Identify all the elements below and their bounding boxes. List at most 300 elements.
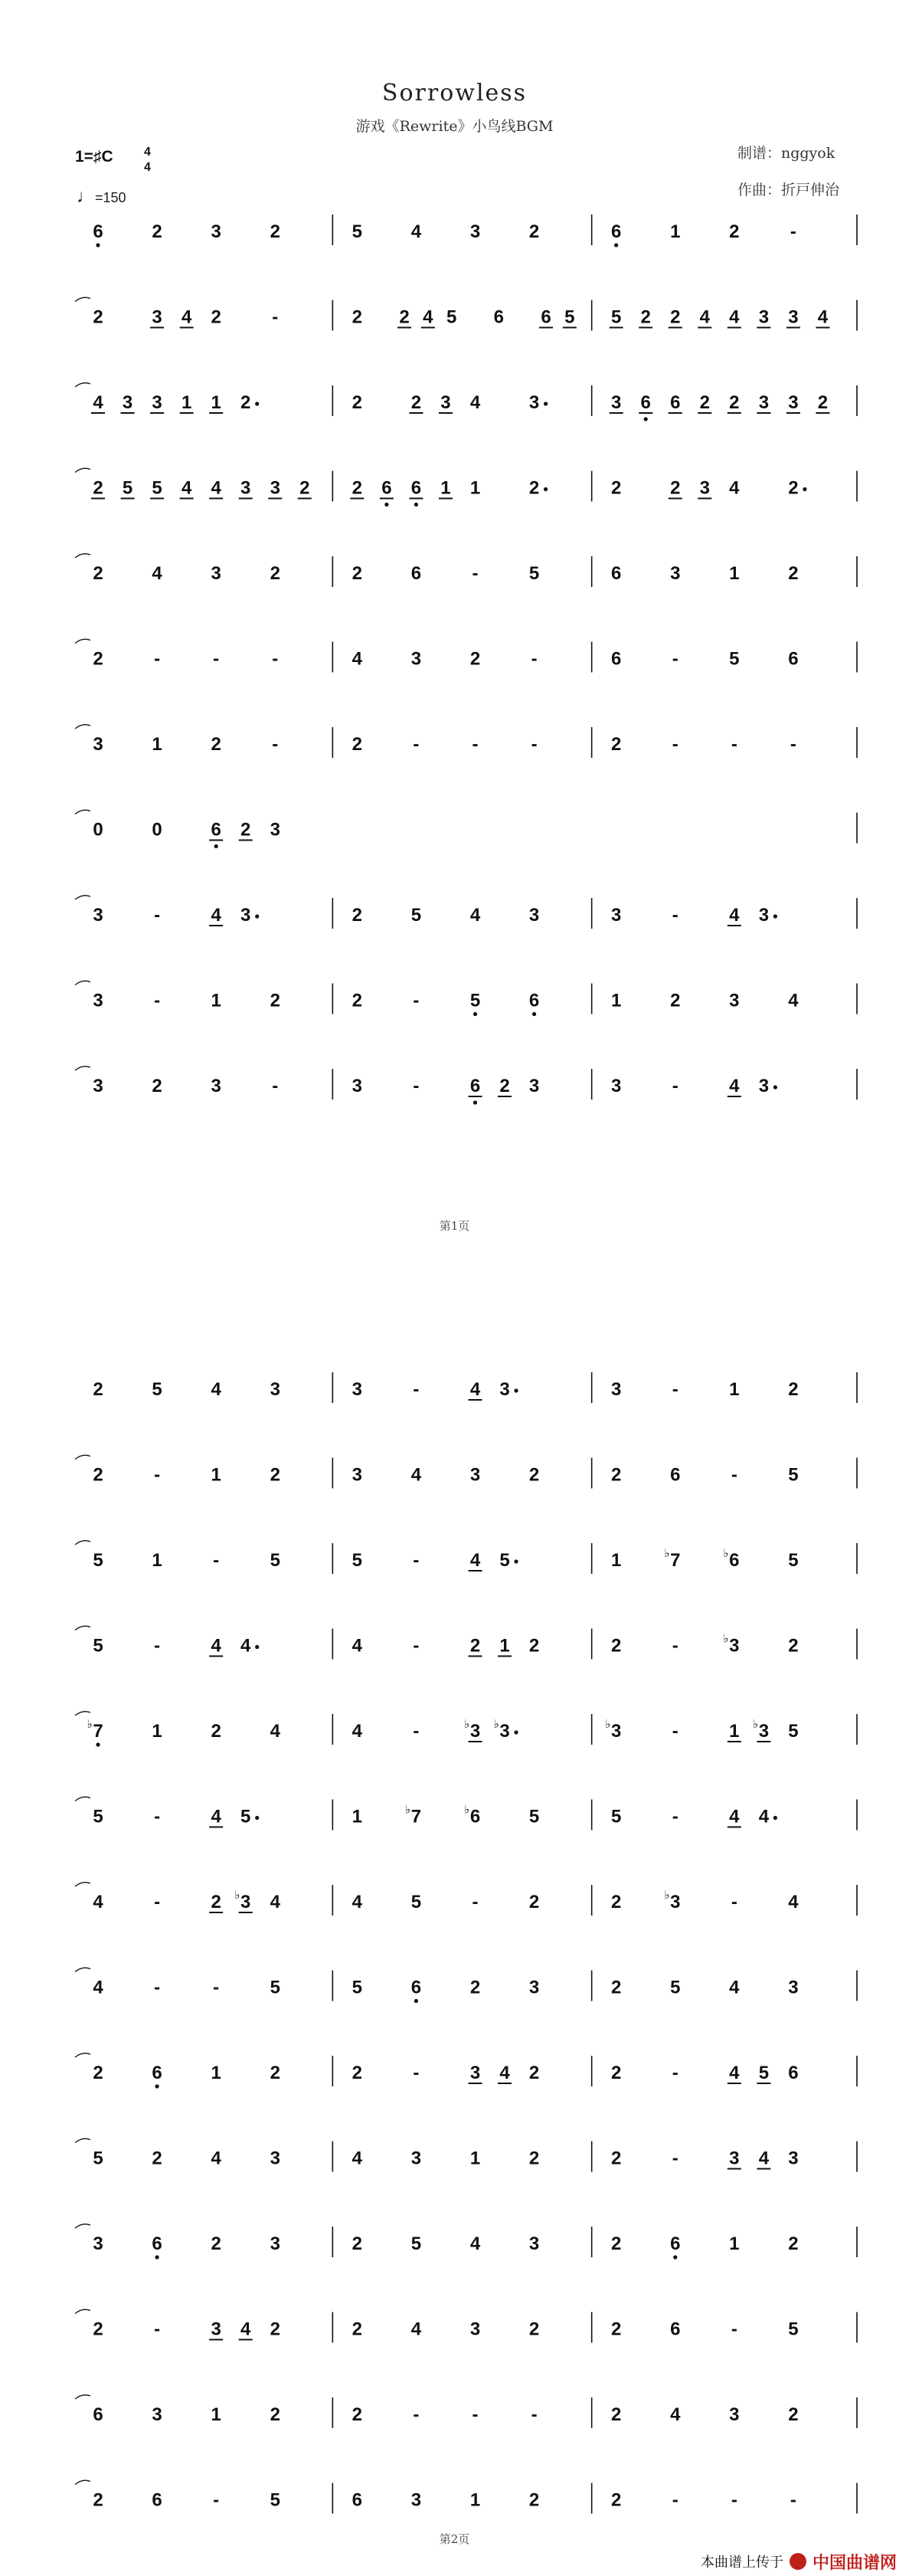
note-2-3-3-2: 7	[670, 1550, 681, 1571]
dotted-rhythm	[803, 487, 806, 491]
note-2-7-1-1: 4	[93, 1892, 103, 1912]
tie-arc	[75, 297, 90, 301]
note-1-2-2-3: 4	[423, 306, 433, 328]
note-1-3-3-3: 6	[670, 392, 681, 413]
note-1-9-3-1: 3	[610, 905, 622, 926]
note-1-4-2-6: 2	[528, 477, 540, 499]
note-1-5-3-4: 2	[788, 563, 799, 584]
note-2-13-1-4: 2	[270, 2404, 280, 2425]
note-1-2-2-6: 6	[541, 306, 551, 328]
note-1-9-2-3: 4	[469, 905, 481, 926]
note-2-3-2-1: 5	[352, 1550, 363, 1571]
dotted-rhythm	[773, 914, 777, 918]
note-1-11-1-1: 3	[93, 1076, 103, 1096]
note-2-13-3-2: 4	[670, 2404, 681, 2425]
note-1-9-3-3: 4	[729, 905, 740, 926]
note-1-6-2-2: 3	[410, 648, 422, 670]
note-1-6-1-1: 2	[93, 648, 103, 670]
note-1-3-1-4: 1	[181, 392, 192, 413]
note-2-11-3-4: 2	[788, 2234, 799, 2254]
note-2-3-3-3: 6	[729, 1550, 740, 1571]
note-2-4-1-4: 4	[240, 1635, 251, 1657]
note-2-5-2-3: 3	[469, 1721, 481, 1742]
note-1-4-2-4: 1	[440, 477, 451, 499]
low-octave-dot	[155, 2255, 159, 2259]
note-1-11-3-1: 3	[610, 1076, 622, 1096]
note-2-7-3-1: 2	[610, 1892, 622, 1912]
note-1-10-3-1: 1	[610, 990, 622, 1011]
tie-arc	[75, 554, 90, 558]
note-1-9-2-2: 5	[410, 905, 422, 926]
note-2-2-1-1: 2	[93, 1464, 103, 1486]
note-1-10-2-3: 5	[469, 990, 481, 1011]
note-1-6-1-4: -	[272, 648, 279, 670]
note-2-2-2-1: 3	[352, 1464, 363, 1486]
note-1-3-1-3: 3	[152, 392, 162, 413]
low-octave-dot	[614, 243, 618, 247]
note-2-14-3-3: -	[731, 2489, 737, 2511]
note-2-12-1-4: 4	[240, 2319, 251, 2340]
note-2-9-1-1: 2	[93, 2063, 103, 2083]
note-1-4-1-4: 4	[181, 477, 192, 499]
note-1-2-1-4: 2	[211, 306, 221, 328]
note-2-10-2-4: 2	[528, 2148, 540, 2169]
note-2-4-2-1: 4	[352, 1635, 363, 1657]
note-1-5-1-4: 2	[270, 563, 280, 584]
note-1-1-1-3: 3	[211, 221, 221, 242]
note-2-4-2-5: 2	[528, 1635, 540, 1657]
note-1-3-3-6: 3	[758, 392, 770, 413]
note-2-9-3-4: 5	[758, 2063, 770, 2083]
note-1-5-2-3: -	[472, 563, 479, 584]
tie-arc	[75, 725, 90, 729]
note-2-13-1-3: 1	[211, 2404, 221, 2425]
dotted-rhythm	[514, 1559, 518, 1563]
note-1-1-1-2: 2	[152, 221, 162, 242]
flat-sign: ♭	[234, 1889, 240, 1902]
tie-arc	[75, 1455, 90, 1459]
note-1-6-1-3: -	[213, 648, 220, 670]
note-1-8-1-2: 0	[152, 819, 162, 841]
note-1-7-3-2: -	[672, 734, 678, 755]
note-1-6-3-1: 6	[610, 648, 622, 670]
note-1-7-3-3: -	[731, 734, 737, 755]
note-1-2-1-2: 3	[152, 306, 162, 328]
note-2-2-1-4: 2	[270, 1464, 280, 1486]
tie-arc	[75, 1968, 90, 1971]
note-2-6-2-4: 5	[528, 1806, 540, 1827]
note-2-1-1-4: 3	[270, 1379, 280, 1400]
tie-arc	[75, 1883, 90, 1886]
flat-sign: ♭	[87, 1718, 93, 1731]
note-2-12-1-2: -	[154, 2319, 161, 2340]
note-2-12-1-3: 3	[211, 2319, 221, 2340]
page-label-1: 第1页	[439, 1219, 470, 1233]
note-2-6-1-3: 4	[211, 1806, 221, 1827]
note-2-6-3-2: -	[672, 1806, 678, 1827]
note-1-5-1-2: 4	[152, 563, 162, 584]
note-1-1-3-2: 1	[670, 221, 681, 242]
note-2-12-2-1: 2	[352, 2319, 363, 2340]
tie-arc	[75, 1067, 90, 1070]
note-1-11-2-4: 2	[499, 1076, 510, 1096]
note-1-3-1-1: 4	[93, 392, 103, 413]
note-1-7-2-1: 2	[352, 734, 363, 755]
note-1-6-3-2: -	[672, 648, 678, 670]
note-1-4-1-1: 2	[93, 477, 103, 499]
site-footer	[701, 2547, 897, 2576]
note-1-9-2-4: 3	[528, 905, 540, 926]
note-2-8-2-4: 3	[528, 1977, 540, 1998]
note-1-4-3-1: 2	[610, 477, 622, 499]
site-logo-icon	[790, 2553, 806, 2570]
note-2-1-2-1: 3	[352, 1379, 363, 1400]
note-1-2-3-4: 4	[699, 306, 710, 328]
note-1-2-3-1: 5	[610, 306, 622, 328]
note-1-8-1-4: 2	[240, 819, 251, 841]
note-1-4-3-4: 4	[729, 477, 740, 499]
note-1-11-3-4: 3	[758, 1076, 770, 1096]
note-1-3-2-3: 3	[440, 392, 451, 413]
tie-arc	[75, 2309, 90, 2313]
note-1-7-1-1: 3	[93, 734, 103, 755]
note-1-7-1-3: 2	[211, 734, 221, 755]
dotted-rhythm	[773, 1816, 777, 1820]
note-2-11-3-2: 6	[670, 2234, 681, 2254]
note-2-1-1-2: 5	[152, 1379, 162, 1400]
note-1-2-2-5: 6	[493, 306, 505, 328]
note-2-11-1-1: 3	[93, 2234, 103, 2254]
note-2-1-2-3: 4	[469, 1379, 481, 1400]
low-octave-dot	[473, 1100, 477, 1104]
flat-sign: ♭	[404, 1803, 410, 1817]
note-1-2-3-2: 2	[640, 306, 651, 328]
note-2-4-2-2: -	[413, 1635, 420, 1657]
note-2-10-3-2: -	[672, 2148, 678, 2169]
note-2-5-3-4: 3	[758, 1721, 770, 1742]
note-2-5-1-1: 7	[93, 1721, 103, 1742]
flat-sign: ♭	[463, 1718, 470, 1731]
dotted-rhythm	[514, 1730, 518, 1734]
dotted-rhythm	[255, 1816, 259, 1820]
note-2-2-3-1: 2	[610, 1464, 622, 1486]
note-2-5-1-4: 4	[270, 1721, 280, 1742]
tie-arc	[75, 1797, 90, 1801]
note-1-6-2-4: -	[531, 648, 538, 670]
note-1-5-3-2: 3	[670, 563, 681, 584]
note-1-5-2-1: 2	[352, 563, 363, 584]
note-2-13-2-2: -	[413, 2404, 420, 2425]
note-1-7-1-4: -	[272, 734, 279, 755]
note-1-3-2-5: 3	[528, 392, 540, 413]
note-2-13-3-4: 2	[788, 2404, 799, 2425]
note-1-11-3-3: 4	[729, 1076, 740, 1096]
note-2-6-1-2: -	[154, 1806, 161, 1827]
note-1-1-2-3: 3	[469, 221, 481, 242]
note-2-4-1-1: 5	[93, 1635, 103, 1657]
flat-sign: ♭	[723, 1632, 729, 1646]
page-label-2: 第2页	[439, 2532, 470, 2546]
tie-arc	[75, 896, 90, 900]
note-2-12-3-1: 2	[610, 2319, 622, 2340]
note-2-8-1-1: 4	[93, 1977, 103, 1998]
dotted-rhythm	[773, 1085, 777, 1089]
note-2-11-1-3: 2	[211, 2234, 221, 2254]
note-2-11-1-4: 3	[270, 2234, 280, 2254]
flat-sign: ♭	[463, 1803, 470, 1817]
note-2-4-3-2: -	[672, 1635, 678, 1657]
score-subtitle: 游戏《Rewrite》小鸟线BGM	[355, 118, 554, 135]
tie-arc	[75, 1626, 90, 1630]
note-2-1-3-3: 1	[729, 1379, 740, 1400]
note-1-1-2-2: 4	[410, 221, 422, 242]
tie-arc	[75, 639, 90, 643]
note-1-9-1-1: 3	[93, 905, 103, 926]
note-1-3-2-1: 2	[352, 392, 363, 413]
note-1-2-1-3: 4	[181, 306, 192, 328]
tie-arc	[75, 2224, 90, 2228]
note-2-3-1-3: -	[213, 1550, 220, 1571]
note-2-8-3-2: 5	[670, 1977, 681, 1998]
note-2-12-2-2: 4	[410, 2319, 422, 2340]
note-2-12-3-3: -	[731, 2319, 737, 2340]
note-2-1-1-3: 4	[211, 1379, 221, 1400]
note-2-5-2-4: 3	[499, 1721, 510, 1742]
note-2-10-2-3: 1	[469, 2148, 481, 2169]
note-2-5-2-2: -	[413, 1721, 420, 1742]
note-1-3-3-8: 2	[817, 392, 829, 413]
note-2-14-3-1: 2	[610, 2489, 622, 2511]
low-octave-dot	[473, 1012, 477, 1016]
note-1-6-2-1: 4	[352, 648, 363, 670]
note-2-7-2-2: 5	[410, 1892, 422, 1912]
note-1-2-2-1: 2	[352, 306, 363, 328]
note-2-8-1-4: 5	[270, 1977, 280, 1998]
note-1-2-2-7: 5	[564, 306, 575, 328]
note-2-10-3-1: 2	[610, 2148, 622, 2169]
note-2-10-2-2: 3	[410, 2148, 422, 2169]
note-1-8-1-5: 3	[270, 819, 280, 841]
note-1-5-3-1: 6	[610, 563, 622, 584]
note-2-2-2-3: 3	[469, 1464, 481, 1486]
note-2-2-3-4: 5	[788, 1464, 799, 1486]
note-2-1-1-1: 2	[93, 1379, 103, 1400]
note-2-8-1-3: -	[213, 1977, 220, 1998]
note-2-11-2-4: 3	[528, 2234, 540, 2254]
note-2-13-3-1: 2	[610, 2404, 622, 2425]
note-2-2-3-2: 6	[670, 1464, 681, 1486]
note-2-9-3-5: 6	[788, 2063, 799, 2083]
note-2-8-2-2: 6	[410, 1977, 422, 1998]
note-1-4-1-6: 3	[240, 477, 251, 499]
note-1-10-1-4: 2	[270, 990, 280, 1011]
dotted-rhythm	[255, 914, 259, 918]
tie-arc	[75, 1541, 90, 1545]
note-1-2-3-7: 3	[788, 306, 799, 328]
note-1-9-1-4: 3	[240, 905, 251, 926]
dotted-rhythm	[255, 1645, 259, 1649]
note-2-11-1-2: 6	[152, 2234, 162, 2254]
note-2-8-3-3: 4	[729, 1977, 740, 1998]
dotted-rhythm	[514, 1388, 518, 1392]
tie-arc	[75, 383, 90, 387]
note-2-9-2-3: 3	[469, 2063, 481, 2083]
note-1-4-1-5: 4	[211, 477, 221, 499]
note-1-7-2-3: -	[472, 734, 479, 755]
quarter-note-icon: ♩	[77, 186, 95, 207]
footer-text: 本曲谱上传于	[700, 2555, 783, 2570]
note-2-2-1-3: 1	[211, 1464, 221, 1486]
note-2-6-2-2: 7	[410, 1806, 422, 1827]
score-title: Sorrowless	[381, 80, 528, 107]
note-2-8-2-3: 2	[469, 1977, 481, 1998]
note-1-7-2-4: -	[531, 734, 538, 755]
note-2-7-3-4: 4	[788, 1892, 799, 1912]
note-2-10-1-3: 4	[211, 2148, 221, 2169]
note-2-4-2-4: 1	[499, 1635, 510, 1657]
note-2-10-3-4: 4	[758, 2148, 770, 2169]
note-2-9-1-2: 6	[152, 2063, 162, 2083]
note-2-8-3-1: 2	[610, 1977, 622, 1998]
note-2-12-3-4: 5	[788, 2319, 799, 2340]
note-1-2-1-5: -	[272, 306, 279, 328]
note-1-4-1-3: 5	[152, 477, 162, 499]
note-1-7-2-2: -	[413, 734, 420, 755]
note-1-8-1-3: 6	[211, 819, 221, 841]
time-signature-bottom: 4	[144, 161, 151, 174]
tie-arc	[75, 981, 90, 985]
note-1-1-1-1: 6	[93, 221, 103, 242]
note-2-9-2-4: 4	[499, 2063, 510, 2083]
note-1-3-1-5: 1	[211, 392, 221, 413]
note-1-5-3-3: 1	[729, 563, 740, 584]
note-1-2-2-2: 2	[399, 306, 410, 328]
note-1-9-2-1: 2	[352, 905, 363, 926]
note-2-1-3-1: 3	[610, 1379, 622, 1400]
note-2-13-1-1: 6	[93, 2404, 103, 2425]
note-2-13-2-3: -	[472, 2404, 479, 2425]
note-1-10-2-4: 6	[528, 990, 540, 1011]
note-2-1-2-4: 3	[499, 1379, 510, 1400]
flat-sign: ♭	[605, 1718, 611, 1731]
low-octave-dot	[414, 503, 418, 506]
note-2-4-3-1: 2	[610, 1635, 622, 1657]
note-2-5-1-2: 1	[152, 1721, 162, 1742]
note-1-4-1-8: 2	[299, 477, 310, 499]
note-1-8-1-1: 0	[93, 819, 103, 841]
note-1-9-1-2: -	[154, 905, 161, 926]
note-1-11-3-2: -	[672, 1076, 678, 1096]
note-1-1-2-1: 5	[352, 221, 363, 242]
note-2-10-1-1: 5	[93, 2148, 103, 2169]
note-2-1-3-4: 2	[788, 1379, 799, 1400]
note-2-13-1-2: 3	[152, 2404, 162, 2425]
note-2-14-1-1: 2	[93, 2489, 103, 2511]
note-1-11-2-2: -	[413, 1076, 420, 1096]
note-1-6-1-2: -	[154, 648, 161, 670]
footer-logo: 中国曲谱网	[812, 2553, 897, 2573]
note-2-11-3-3: 1	[729, 2234, 740, 2254]
note-1-1-3-1: 6	[610, 221, 622, 242]
note-2-10-3-5: 3	[788, 2148, 799, 2169]
note-2-4-1-2: -	[154, 1635, 161, 1657]
note-1-10-2-1: 2	[352, 990, 363, 1011]
tie-arc	[75, 810, 90, 814]
note-2-11-2-3: 4	[469, 2234, 481, 2254]
note-1-10-3-3: 3	[729, 990, 740, 1011]
note-2-13-3-3: 3	[729, 2404, 740, 2425]
note-1-1-3-3: 2	[729, 221, 740, 242]
note-2-10-3-3: 3	[729, 2148, 740, 2169]
note-1-4-1-7: 3	[270, 477, 280, 499]
note-2-14-2-1: 6	[352, 2489, 363, 2511]
note-1-2-3-5: 4	[729, 306, 740, 328]
flat-sign: ♭	[752, 1718, 758, 1731]
note-1-10-1-2: -	[154, 990, 161, 1011]
note-2-6-3-4: 4	[758, 1806, 770, 1827]
note-2-10-2-1: 4	[352, 2148, 363, 2169]
note-2-7-3-2: 3	[670, 1892, 681, 1912]
note-1-2-2-4: 5	[446, 306, 457, 328]
note-1-10-1-3: 1	[211, 990, 221, 1011]
low-octave-dot	[532, 1012, 536, 1016]
note-2-9-3-3: 4	[729, 2063, 740, 2083]
note-1-4-3-3: 3	[699, 477, 710, 499]
note-2-13-2-4: -	[531, 2404, 538, 2425]
note-2-9-2-5: 2	[528, 2063, 540, 2083]
tie-arc	[75, 2395, 90, 2399]
note-2-12-2-3: 3	[469, 2319, 481, 2340]
tie-arc	[75, 2053, 90, 2057]
note-1-7-1-2: 1	[152, 734, 162, 755]
note-1-4-2-1: 2	[352, 477, 363, 499]
note-2-14-1-3: -	[213, 2489, 220, 2511]
note-2-5-1-3: 2	[211, 1721, 221, 1742]
note-1-11-2-3: 6	[469, 1076, 481, 1096]
dotted-rhythm	[544, 401, 548, 405]
note-2-4-3-3: 3	[729, 1635, 740, 1657]
note-2-6-3-3: 4	[729, 1806, 740, 1827]
note-1-4-1-2: 5	[122, 477, 133, 499]
note-2-7-2-4: 2	[528, 1892, 540, 1912]
note-1-3-2-4: 4	[469, 392, 481, 413]
note-1-11-2-1: 3	[352, 1076, 363, 1096]
low-octave-dot	[96, 243, 100, 247]
note-2-7-1-4: 3	[240, 1892, 251, 1912]
note-2-8-2-1: 5	[352, 1977, 363, 1998]
note-2-10-1-2: 2	[152, 2148, 162, 2169]
low-octave-dot	[384, 503, 388, 506]
note-2-3-1-1: 5	[93, 1550, 103, 1571]
note-1-11-1-2: 2	[152, 1076, 162, 1096]
note-2-3-1-4: 5	[270, 1550, 280, 1571]
low-octave-dot	[414, 1999, 418, 2003]
tie-arc	[75, 2480, 90, 2484]
note-1-3-3-7: 3	[788, 392, 799, 413]
note-1-9-3-4: 3	[758, 905, 770, 926]
note-1-5-1-1: 2	[93, 563, 103, 584]
note-2-7-1-3: 2	[211, 1892, 221, 1912]
note-1-10-1-1: 3	[93, 990, 103, 1011]
key-signature: 1=♯C	[75, 148, 113, 166]
note-2-6-2-3: 6	[469, 1806, 481, 1827]
note-2-7-2-1: 4	[352, 1892, 363, 1912]
note-2-1-2-2: -	[413, 1379, 420, 1400]
note-1-5-2-4: 5	[528, 563, 540, 584]
note-2-11-2-1: 2	[352, 2234, 363, 2254]
note-1-4-2-3: 6	[410, 477, 422, 499]
note-1-11-1-4: -	[272, 1076, 279, 1096]
